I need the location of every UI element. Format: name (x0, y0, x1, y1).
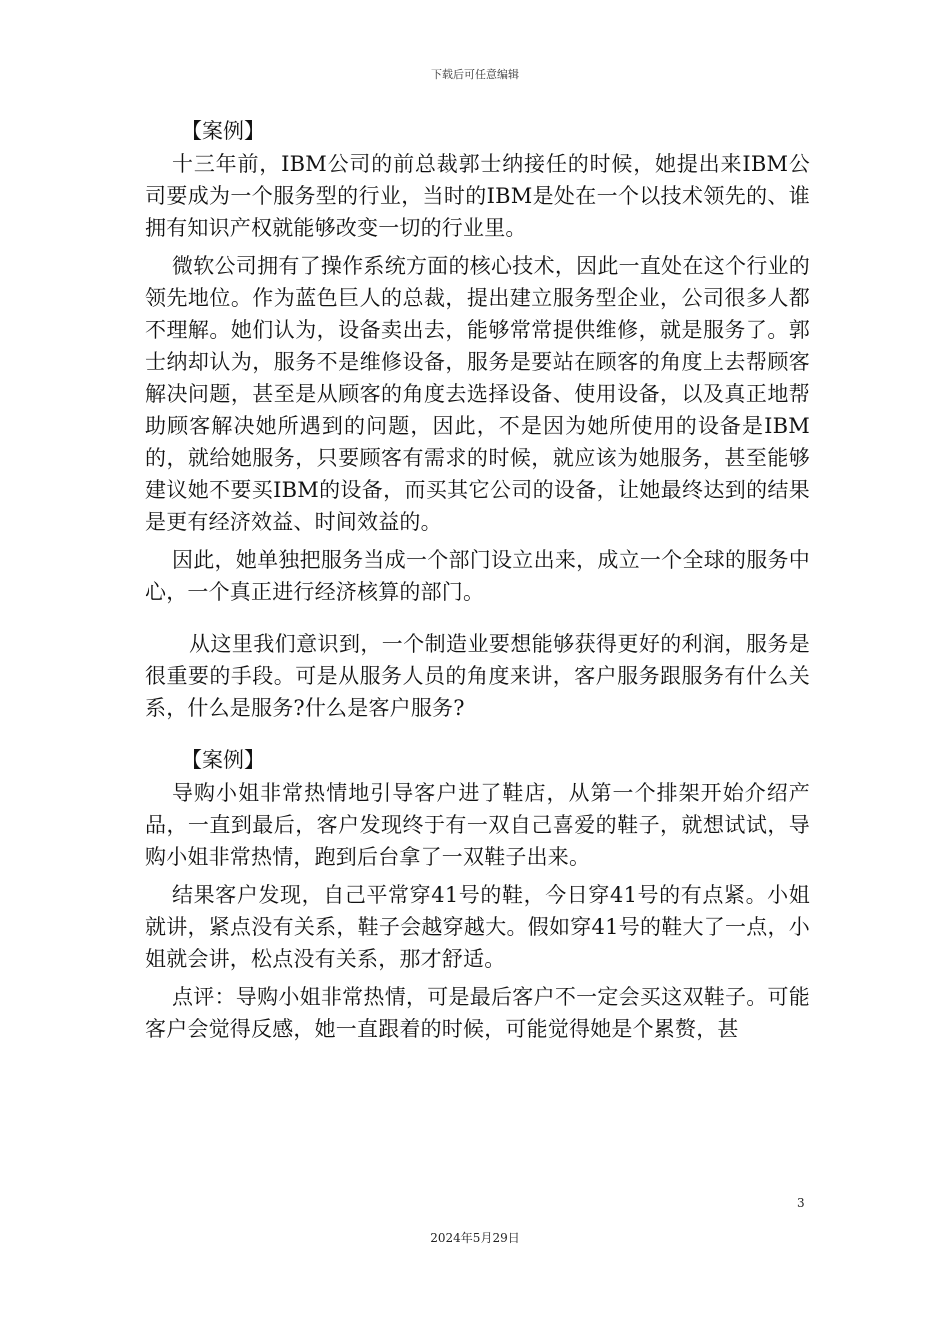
document-body (145, 115, 810, 1045)
paragraph-ibm-intro: 十三年前，IBM公司的前总裁郭士纳接任的时候，她提出来IBM公司要成为一个服务型的行业，当时的IBM是处在一个以技术领先的、谁拥有知识产权就能够改变一切的行业里。 (145, 152, 810, 240)
paragraph-conclusion: 从这里我们意识到，一个制造业要想能够获得更好的利润，服务是很重要的手段。可是从服务人员的角度来讲，客户服务跟服务有什么关系，什么是服务?什么是客户服务? (145, 632, 810, 720)
paragraph-comment: 点评：导购小姐非常热情，可是最后客户不一定会买这双鞋子。可能客户会觉得反感，她一直跟着的时候，可能觉得她是个累赘，甚 (145, 985, 810, 1041)
paragraph-service-center: 因此，她单独把服务当成一个部门设立出来，成立一个全球的服务中心，一个真正进行经济核算的部门。 (145, 548, 810, 604)
paragraph-shoe-store: 导购小姐非常热情地引导客户进了鞋店，从第一个排架开始介绍产品，一直到最后，客户发现终于有一双自己喜爱的鞋子，就想试试，导购小姐非常热情，跑到后台拿了一双鞋子出来。 (145, 781, 810, 869)
case-heading-1: 【案例】 (181, 119, 265, 143)
page-number: 3 (797, 1196, 805, 1210)
page-header: 下载后可任意编辑 (431, 68, 519, 81)
case-heading-2: 【案例】 (181, 748, 265, 772)
paragraph-microsoft: 微软公司拥有了操作系统方面的核心技术，因此一直处在这个行业的领先地位。作为蓝色巨人的总裁，提出建立服务型企业，公司很多人都不理解。她们认为，设备卖出去，能够常常提供维修，就是服务了。郭士纳却认为，服务不是维修设备，服务是要站在顾客的角度上去帮顾客解决问题，甚至是从顾客的角度去选择设备、使用设备，以及真正地帮助顾客解决她所遇到的问题，因此，不是因为她所使用的设备是IBM的，就给她服务，只要顾客有需求的时候，就应该为她服务，甚至能够建议她不要买IBM的设备，而买其它公司的设备，让她最终达到的结果是更有经济效益、时间效益的。 (145, 254, 810, 534)
footer-date: 2024年5月29日 (430, 1231, 520, 1245)
paragraph-shoe-size: 结果客户发现，自己平常穿41号的鞋，今日穿41号的有点紧。小姐就讲，紧点没有关系，鞋子会越穿越大。假如穿41号的鞋大了一点，小姐就会讲，松点没有关系，那才舒适。 (145, 883, 810, 971)
